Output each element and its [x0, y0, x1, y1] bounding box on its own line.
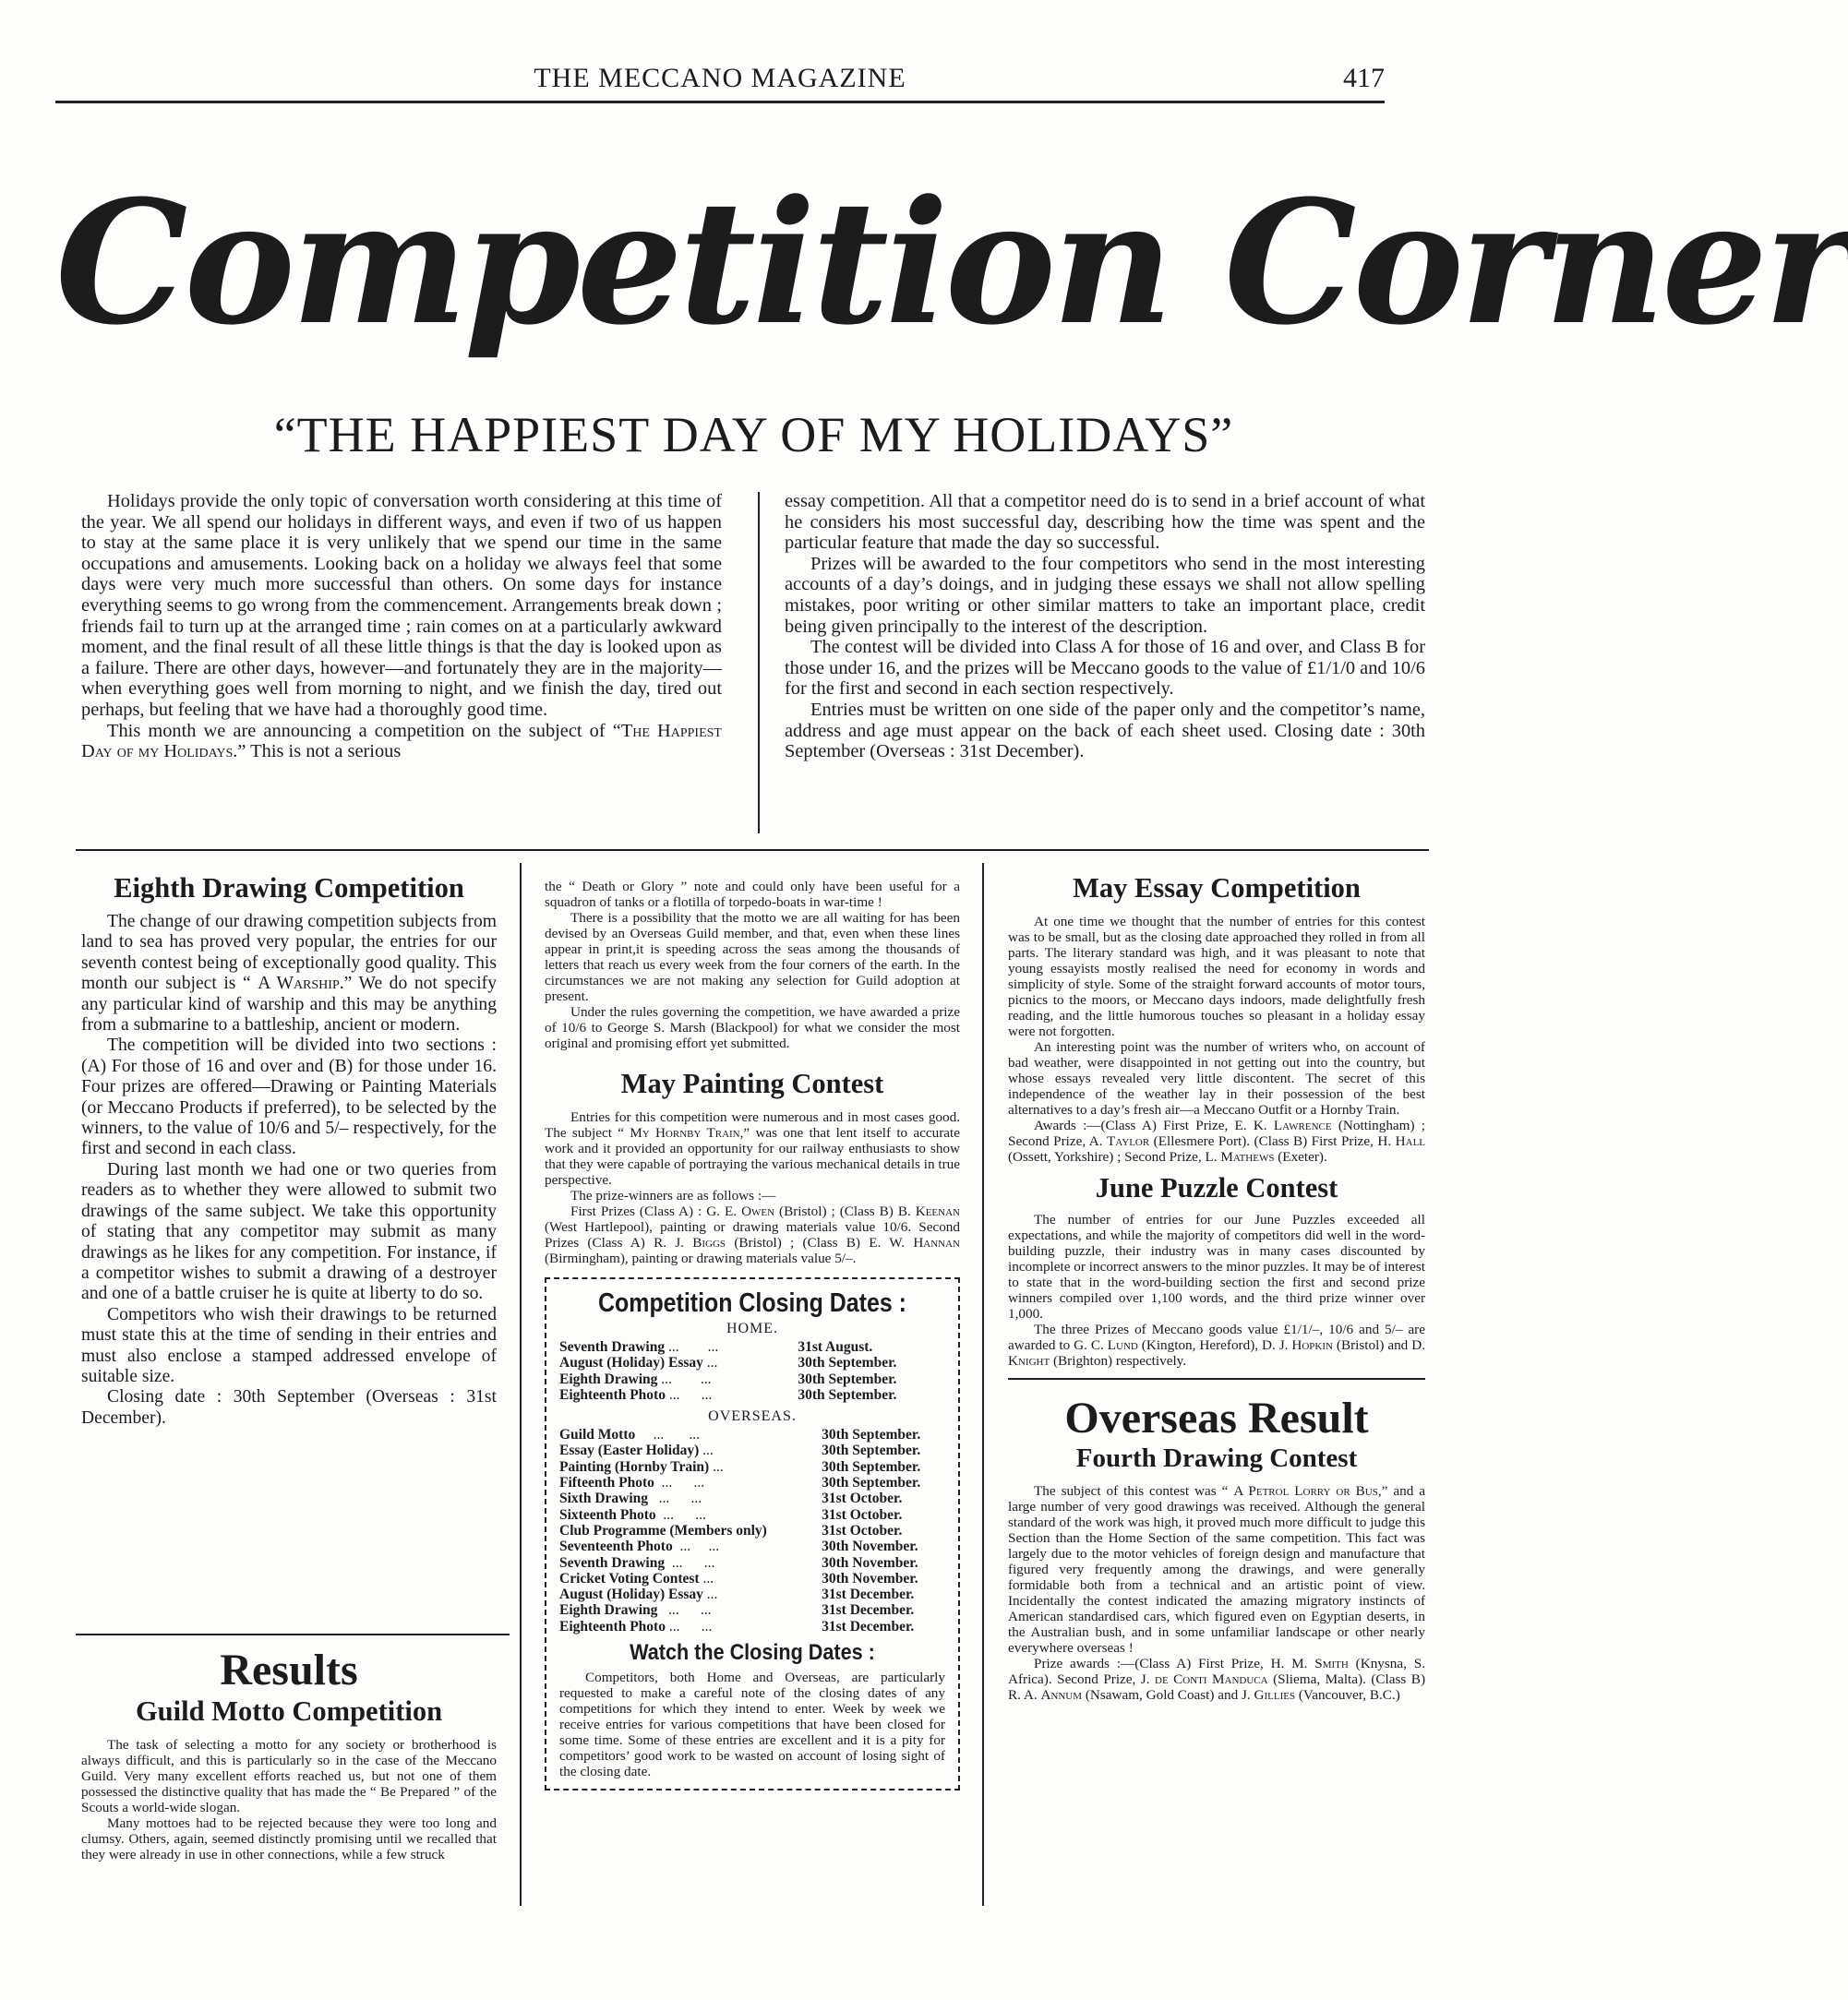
- intro-right-column: [785, 491, 1425, 762]
- running-head: [55, 57, 1385, 103]
- leader-dots: ... ...: [665, 1618, 713, 1635]
- closing-date-row: [559, 1539, 945, 1554]
- results-section: [81, 1645, 497, 1862]
- intro-left-column: [81, 491, 722, 762]
- closing-date-row: [559, 1571, 945, 1587]
- closing-date: 31st December.: [822, 1602, 915, 1619]
- essay-paragraph: An interesting point was the number of writers who, on account of bad weather, were disappointed in not getting out into the country, but whose essays revealed very little discontent. The secret of this independence of the weather lay in their possession of the best alternatives to a day’s fresh air—a Meccano Outfit or a Hornby Train.: [1008, 1039, 1425, 1118]
- overseas-dates-table: [559, 1427, 945, 1635]
- overseas-rule: [1008, 1378, 1425, 1380]
- leader-dots: ... ...: [665, 1339, 719, 1355]
- closing-date-row: [559, 1475, 945, 1491]
- intro-paragraph: Prizes will be awarded to the four competitors who send in the most interesting accounts of a day’s doings, and in judging these essays we shall not allow spelling mistakes, poor writing or other similar matters to take an important place, credit being given principally to the interest of the description.: [785, 553, 1425, 637]
- essay-paragraph: At one time we thought that the number of entries for this contest was to be small, but as the closing date approached they rolled in from all parts. The literary standard was high, and it was pleasant to note that young essayists mostly realised the need for economy in words and simplicity of style. Some of the straight forward accounts of motor tours, picnics to the moors, or Meccano days indoors, made delightfully fresh reading, and the little humorous touches so pleasant in a holiday essay were not forgotten.: [1008, 914, 1425, 1039]
- closing-date: 31st October.: [822, 1491, 903, 1507]
- intro-paragraph: Entries must be written on one side of the paper only and the competitor’s name, address and age must appear on the back of each sheet used. Closing date : 30th September (Overseas : 31st December).: [785, 699, 1425, 762]
- competition-name: Eighteenth Photo: [559, 1618, 666, 1635]
- watch-dates-title: Watch the Closing Dates :: [630, 1640, 875, 1666]
- closing-date: 30th November.: [822, 1570, 918, 1587]
- closing-dates-box: [545, 1277, 960, 1790]
- header-rule: [55, 101, 1385, 103]
- leader-dots: ... ...: [655, 1506, 706, 1523]
- closing-date-row: [559, 1371, 945, 1387]
- closing-date: 30th September.: [798, 1386, 897, 1403]
- section-title: June Puzzle Contest: [1095, 1172, 1338, 1204]
- closing-date: 31st October.: [822, 1522, 903, 1539]
- closing-date-row: [559, 1555, 945, 1571]
- competition-name: Seventeenth Photo: [559, 1539, 673, 1555]
- closing-date-row: [559, 1427, 945, 1443]
- competition-name: Guild Motto: [559, 1427, 636, 1443]
- leader-dots: ...: [699, 1443, 714, 1459]
- competition-subject: The Happiest Day of my Holidays: [81, 720, 722, 762]
- competition-name: Eighth Drawing: [559, 1602, 658, 1619]
- section-title: Fourth Drawing Contest: [1075, 1443, 1358, 1473]
- closing-date-row: [559, 1387, 945, 1403]
- closing-dates-note: Competitors, both Home and Overseas, are particularly requested to make a careful note of the closing dates of any competitions for which they intend to enter. Week by week we receive entries for various competitions that have been closed for some time. Some of these entries are excellent and it is a pity for competitors’ good work to be wasted on account of losing sight of the closing date.: [559, 1670, 945, 1780]
- closing-date-row: [559, 1602, 945, 1618]
- closing-date-row: [559, 1619, 945, 1635]
- leader-dots: ... ...: [665, 1386, 713, 1403]
- intro-column-divider: [758, 492, 760, 833]
- competition-name: Essay (Easter Holiday): [559, 1443, 700, 1459]
- intro-paragraph: Holidays provide the only topic of conversation worth considering at this time of the year. We all spend our holidays in different ways, and even if two of us happen to stay at the same place it is very unlikely that we spend our time in the same occupations and amusements. Looking back on a holiday we always feel that some days were very much more successful than others. On some days for instance everything seems to go wrong from the commencement. Arrangements break down ; friends fail to turn up at the arranged time ; rain comes on at a particularly awkward moment, and the final result of all these little things is that the day is looked upon as a failure. There are other days, however—and fortunately they are in the majority—when everything goes well from morning to night, and we finish the day, tired out perhaps, but feeling that we have had a thoroughly good time.: [81, 491, 722, 720]
- closing-date: 30th November.: [822, 1554, 918, 1571]
- leader-dots: ... ...: [657, 1371, 712, 1387]
- motto-paragraph: There is a possibility that the motto we are all waiting for has been devised by an Overseas Guild member, and that, even when these lines appear in print,it is speeding across the seas among the thousands of letters that reach us every week from the four corners of the earth. In the circumstances we are not making any selection for Guild adoption at present.: [545, 910, 960, 1004]
- closing-date: 31st December.: [822, 1587, 915, 1603]
- puzzle-awards: The three Prizes of Meccano goods value £1/1/–, 10/6 and 5/– are awarded to G. C. Lund (Kington, Hereford), D. J. Hopkin (Bristol) and D. Knight (Brighton) respectively.: [1008, 1322, 1425, 1369]
- intro-announcement: This month we are announcing a competition on the subject of “The Happiest Day of my Holidays.” This is not a serious: [81, 720, 722, 762]
- competition-name: Cricket Voting Contest: [559, 1570, 700, 1587]
- motto-paragraph: Under the rules governing the competition, we have awarded a prize of 10/6 to George S. Marsh (Blackpool) for what we consider the most original and promising effort yet submitted.: [545, 1004, 960, 1051]
- overseas-awards: Prize awards :—(Class A) First Prize, H. M. Smith (Knysna, S. Africa). Second Prize, J. de Conti Manduca (Sliema, Malta). (Class B) R. A. Annum (Nsawam, Gold Coast) and J. Gillies (Vancouver, B.C.): [1008, 1656, 1426, 1703]
- article-headline: “THE HAPPIEST DAY OF MY HOLIDAYS”: [273, 407, 1234, 462]
- overseas-label: OVERSEAS.: [708, 1408, 797, 1425]
- home-label: HOME.: [726, 1321, 779, 1336]
- painting-paragraph: The prize-winners are as follows :—: [570, 1188, 776, 1204]
- closing-date: 30th September.: [822, 1458, 921, 1475]
- closing-date-note: Closing date : 30th September (Overseas : 31st December).: [81, 1387, 497, 1428]
- section-rule: [76, 849, 1429, 851]
- drawing-paragraph: During last month we had one or two queries from readers as to whether they were allowed to submit two drawings of the same subject. We take this opportunity of stating that any competitor may submit as many drawings as he likes for any competition. For instance, if a competitor wishes to submit a drawing of a destroyer and one of a battle cruiser he is quite at liberty to do so.: [81, 1159, 497, 1304]
- section-title: May Essay Competition: [1073, 872, 1361, 904]
- section-title: Guild Motto Competition: [135, 1695, 443, 1727]
- drawing-paragraph: The change of our drawing competition subjects from land to sea has proved very popular, the entries for our seventh contest being of exceptionally good quality. This month our subject is “ A Warship.” We do not specify any particular kind of warship and this may be anything from a submarine to a battleship, ancient or modern.: [81, 912, 497, 1036]
- closing-date: 31st August.: [798, 1339, 873, 1355]
- section-title: Eighth Drawing Competition: [114, 872, 464, 904]
- competition-name: August (Holiday) Essay: [559, 1355, 703, 1371]
- masthead-title: Competition Corner: [55, 163, 1848, 363]
- closing-date-row: [559, 1587, 945, 1602]
- results-paragraph: The task of selecting a motto for any society or brotherhood is always difficult, and this is particularly so in the case of the Meccano Guild. Very many excellent efforts reached us, but not one of them possessed the distinctive quality that has made the “ Be Prepared ” of the Scouts a world-wide slogan.: [81, 1737, 497, 1815]
- competition-name: August (Holiday) Essay: [559, 1587, 703, 1603]
- closing-date-row: [559, 1459, 945, 1475]
- section-title: May Painting Contest: [620, 1068, 884, 1099]
- intro-paragraph: essay competition. All that a competitor need do is to send in a brief account of what he considers his most successful day, describing how the time was spent and the particular feature that made the day so successful.: [785, 491, 1425, 554]
- closing-date: 31st December.: [822, 1618, 915, 1635]
- results-title: Results: [220, 1646, 358, 1695]
- results-paragraph: Many mottoes had to be rejected because they were too long and clumsy. Others, again, seemed distinctly promising until we recalled that they were already in use in other connections, while a few struck: [81, 1815, 497, 1862]
- page-number: 417: [1343, 63, 1385, 93]
- right-column: [1008, 872, 1425, 1703]
- painting-paragraph: Entries for this competition were numerous and in most cases good. The subject “ My Hornby Train,” was one that lent itself to accurate work and it provided an opportunity for our railway enthusiasts to show that they were capable of portraying the various mechanical details in true perspective.: [545, 1109, 961, 1188]
- closing-date-row: [559, 1443, 945, 1458]
- leader-dots: ... ...: [648, 1491, 702, 1507]
- leader-dots: ... ...: [635, 1427, 700, 1443]
- puzzle-paragraph: The number of entries for our June Puzzles exceeded all expectations, and while the majority of competitors did well in the word-building puzzle, their industry was in many cases discounted by incomplete or incorrect answers to the minor puzzles. It may be of interest to state that in the word-building section the first and second prize winners compiled over 1,100 words, and the third prize winner over 1,000.: [1008, 1212, 1425, 1322]
- closing-date: 30th September.: [822, 1427, 921, 1443]
- competition-name: Club Programme (Members only): [559, 1522, 767, 1539]
- closing-date-row: [559, 1355, 945, 1371]
- column-divider-right: [982, 863, 984, 1906]
- motto-paragraph: the “ Death or Glory ” note and could only have been useful for a squadron of tanks or a flotilla of torpedo-boats in war-time !: [545, 879, 960, 910]
- overseas-paragraph: The subject of this contest was “ A Petrol Lorry or Bus,” and a large number of very good drawings was received. Although the general standard of the work was high, it proved much more difficult to judge this Section than the Home Section of the same competition. This fact was largely due to the motor vehicles of foreign design and manufacture that figured very frequently among the drawings, and were generally formidable both from a technical and an artistic point of view. Incidentally the contest indicated the amazing migratory instincts of American standardised cars, which figured even on Egyptian deserts, in the Australian bush, and in some unfamiliar landscape or other nearly everywhere overseas !: [1008, 1483, 1425, 1656]
- closing-dates-title: Competition Closing Dates :: [598, 1288, 906, 1318]
- leader-dots: ... ...: [665, 1554, 715, 1571]
- closing-date-row: [559, 1339, 945, 1355]
- column-divider-left: [520, 863, 522, 1906]
- closing-date: 30th September.: [822, 1475, 921, 1491]
- leader-dots: ...: [709, 1458, 724, 1475]
- painting-winners: First Prizes (Class A) : G. E. Owen (Bristol) ; (Class B) B. Keenan (West Hartlepool), painting or drawing materials value 10/6. Second Prizes (Class A) R. J. Biggs (Bristol) ; (Class B) E. W. Hannan (Birmingham), painting or drawing materials value 5/–.: [545, 1204, 960, 1266]
- leader-dots: ... ...: [654, 1475, 705, 1491]
- magazine-title: THE MECCANO MAGAZINE: [534, 63, 906, 93]
- competition-name: Seventh Drawing: [559, 1339, 666, 1355]
- closing-date: 30th November.: [822, 1539, 918, 1555]
- leader-dots: ...: [702, 1355, 718, 1371]
- results-rule: [76, 1634, 510, 1635]
- competition-name: Painting (Hornby Train): [559, 1458, 710, 1475]
- closing-date-row: [559, 1523, 945, 1539]
- leader-dots: ...: [702, 1587, 718, 1603]
- overseas-title: Overseas Result: [1064, 1394, 1369, 1443]
- competition-name: Eighth Drawing: [559, 1371, 658, 1387]
- competition-name: Sixteenth Photo: [559, 1506, 656, 1523]
- competition-name: Sixth Drawing: [559, 1491, 649, 1507]
- leader-dots: ...: [699, 1570, 714, 1587]
- middle-column: [545, 879, 960, 1790]
- left-column: [81, 872, 497, 1429]
- home-dates-table: [559, 1339, 945, 1403]
- drawing-paragraph: The competition will be divided into two sections : (A) For those of 16 and over and (B) for those under 16. Four prizes are offered—Drawing or Painting Materials (or Meccano Products if preferred), to be selected by the winners, to the value of 10/6 and 5/– respectively, for the first and second in each class.: [81, 1036, 497, 1159]
- closing-date-row: [559, 1491, 945, 1506]
- essay-awards: Awards :—(Class A) First Prize, E. K. Lawrence (Nottingham) ; Second Prize, A. Taylor (Ellesmere Port). (Class B) First Prize, H. Hall (Ossett, Yorkshire) ; Second Prize, L. Mathews (Exeter).: [1008, 1118, 1426, 1165]
- competition-name: Eighteenth Photo: [559, 1386, 666, 1403]
- leader-dots: ... ...: [672, 1539, 720, 1555]
- closing-date: 31st October.: [822, 1506, 903, 1523]
- competition-name: Seventh Drawing: [559, 1554, 666, 1571]
- closing-date: 30th September.: [822, 1443, 921, 1459]
- drawing-paragraph: Competitors who wish their drawings to be returned must state this at the time of sending in their entries and must also enclose a stamped addressed envelope of suitable size.: [81, 1304, 497, 1386]
- closing-date-row: [559, 1507, 945, 1523]
- leader-dots: ... ...: [657, 1602, 712, 1619]
- closing-date: 30th September.: [798, 1371, 897, 1387]
- competition-name: Fifteenth Photo: [559, 1475, 654, 1491]
- intro-paragraph: The contest will be divided into Class A for those of 16 and over, and Class B for those under 16, and the prizes will be Meccano goods to the value of £1/1/0 and 10/6 for the first and second in each section respectively.: [785, 637, 1425, 700]
- closing-date: 30th September.: [798, 1355, 897, 1371]
